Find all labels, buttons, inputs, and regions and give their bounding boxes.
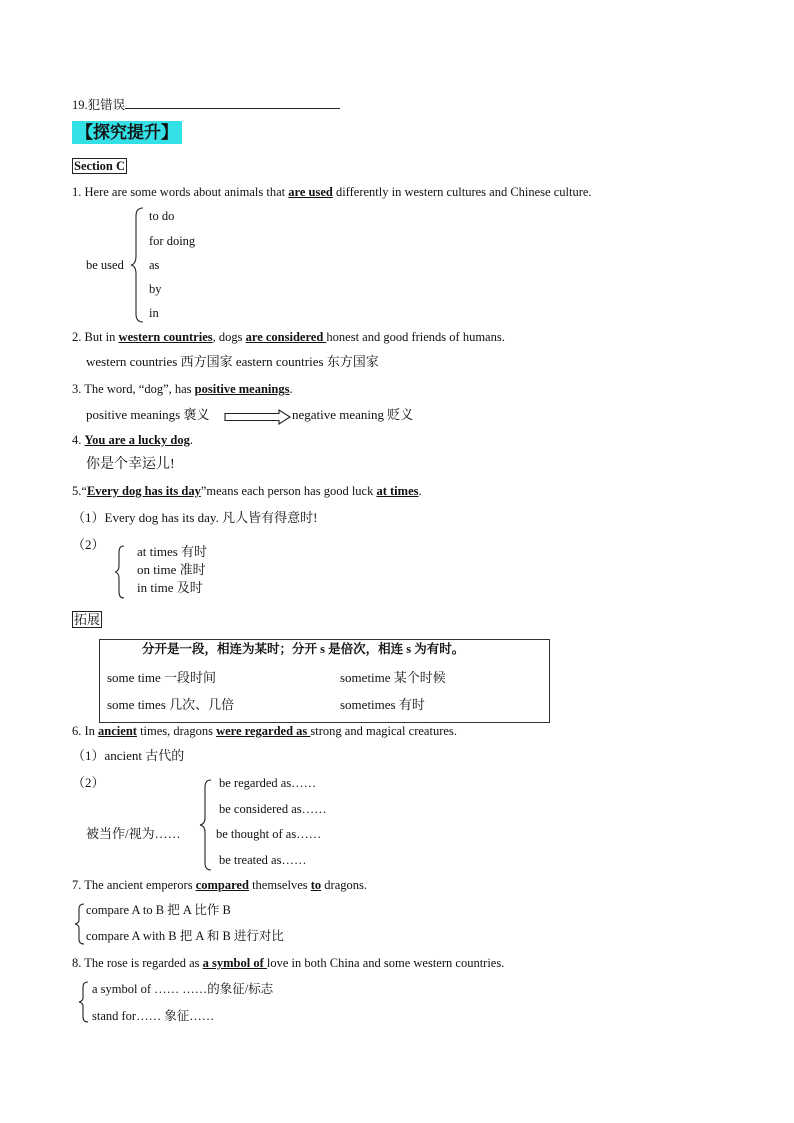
- section-heading-text: 【探究提升】: [72, 121, 182, 144]
- time-option: on time 准时: [137, 562, 206, 577]
- point-6-post: strong and magical creatures.: [310, 724, 457, 738]
- point-3-right: negative meaning 贬义: [292, 407, 414, 422]
- point-5-mid: ”means each person has good luck: [200, 484, 377, 498]
- extension-label: [72, 612, 102, 628]
- point-6-keyword-2: were regarded as: [216, 724, 311, 738]
- item-19: [72, 96, 340, 113]
- answer-blank: [125, 96, 340, 109]
- point-7-post: dragons.: [321, 878, 367, 892]
- brace-icon: [199, 778, 213, 872]
- point-3-left: positive meanings 褒义: [86, 407, 210, 422]
- regarded-as-stem: 被当作/视为……: [86, 826, 181, 841]
- be-used-option: for doing: [149, 234, 196, 248]
- section-label-text: Section C: [74, 159, 126, 173]
- point-6: [72, 724, 457, 739]
- regarded-as-option: be thought of as……: [216, 827, 322, 841]
- point-1: [72, 185, 592, 200]
- regarded-as-option: be considered as……: [219, 802, 327, 816]
- point-5-sub-1: （1）Every dog has its day. 凡人皆有得意时!: [72, 510, 318, 525]
- point-8: [72, 956, 504, 971]
- point-5-keyword-2: at times: [376, 484, 419, 498]
- be-used-option: as: [149, 258, 160, 272]
- point-7-mid: themselves: [248, 878, 311, 892]
- point-6-sub-2: （2）: [72, 775, 105, 790]
- point-4-pre: 4.: [72, 433, 85, 447]
- point-2-note: western countries 西方国家 eastern countries 东方国家: [86, 354, 379, 369]
- point-3-keyword: positive meanings: [194, 382, 290, 396]
- point-3-pre: 3. The word, “dog”, has: [72, 382, 195, 396]
- point-1-post: differently in western cultures and Chinese culture.: [332, 185, 592, 199]
- point-5-pre: 5.“: [72, 484, 87, 498]
- point-2-mid: , dogs: [212, 330, 246, 344]
- extension-cell: sometime 某个时候: [340, 670, 446, 685]
- point-7-pre: 7. The ancient emperors: [72, 878, 196, 892]
- point-2-pre: 2. But in: [72, 330, 119, 344]
- point-3-post: .: [289, 382, 293, 396]
- be-used-option: to do: [149, 209, 175, 223]
- section-label: [72, 159, 127, 174]
- extension-label-text: 拓展: [74, 612, 101, 627]
- section-heading: [72, 123, 182, 143]
- point-5-sub-2: （2）: [72, 537, 105, 552]
- brace-icon: [74, 902, 86, 946]
- symbol-option: stand for…… 象征……: [92, 1009, 215, 1023]
- point-7-keyword-2: to: [310, 878, 322, 892]
- brace-icon: [78, 980, 90, 1024]
- point-6-sub-1: （1）ancient 古代的: [72, 748, 185, 763]
- be-used-stem: be used: [86, 258, 124, 272]
- point-4-keyword: You are a lucky dog: [84, 433, 190, 447]
- brace-icon: [113, 544, 127, 600]
- point-5-post: .: [418, 484, 422, 498]
- point-6-pre: 6. In: [72, 724, 99, 738]
- regarded-as-option: be treated as……: [219, 853, 307, 867]
- point-3: [72, 382, 293, 397]
- extension-cell: sometimes 有时: [340, 697, 425, 712]
- point-8-pre: 8. The rose is regarded as: [72, 956, 203, 970]
- point-4: [72, 433, 193, 448]
- extension-cell: some times 几次、几倍: [107, 697, 235, 712]
- point-6-mid: times, dragons: [136, 724, 217, 738]
- regarded-as-option: be regarded as……: [219, 776, 317, 790]
- brace-icon: [130, 206, 146, 324]
- point-8-post: love in both China and some western countries.: [266, 956, 505, 970]
- be-used-option: in: [149, 306, 159, 320]
- arrow-right-icon: [224, 409, 292, 425]
- extension-rule: 分开是一段，相连为某时；分开 s 是倍次，相连 s 为有时。: [142, 642, 465, 656]
- point-1-pre: 1. Here are some words about animals that: [72, 185, 289, 199]
- point-7-keyword-1: compared: [195, 878, 249, 892]
- point-6-keyword-1: ancient: [98, 724, 137, 738]
- extension-box: [99, 639, 550, 723]
- point-4-translation: 你是个幸运儿!: [86, 457, 175, 472]
- time-option: at times 有时: [137, 544, 208, 559]
- compare-option: compare A to B 把 A 比作 B: [86, 903, 231, 917]
- point-2-keyword-2: are considered: [245, 330, 327, 344]
- time-option: in time 及时: [137, 580, 203, 595]
- point-2-post: honest and good friends of humans.: [326, 330, 505, 344]
- point-8-keyword: a symbol of: [202, 956, 267, 970]
- point-2: [72, 330, 505, 345]
- point-5-keyword-1: Every dog has its day: [86, 484, 201, 498]
- point-1-keyword: are used: [288, 185, 333, 199]
- point-2-keyword-1: western countries: [118, 330, 213, 344]
- point-5: [72, 484, 422, 499]
- item-19-text: 19.犯错误: [72, 98, 126, 112]
- symbol-option: a symbol of …… ……的象征/标志: [92, 982, 274, 996]
- compare-option: compare A with B 把 A 和 B 进行对比: [86, 929, 284, 943]
- point-7: [72, 878, 367, 893]
- be-used-option: by: [149, 282, 162, 296]
- point-4-post: .: [189, 433, 193, 447]
- extension-cell: some time 一段时间: [107, 670, 217, 685]
